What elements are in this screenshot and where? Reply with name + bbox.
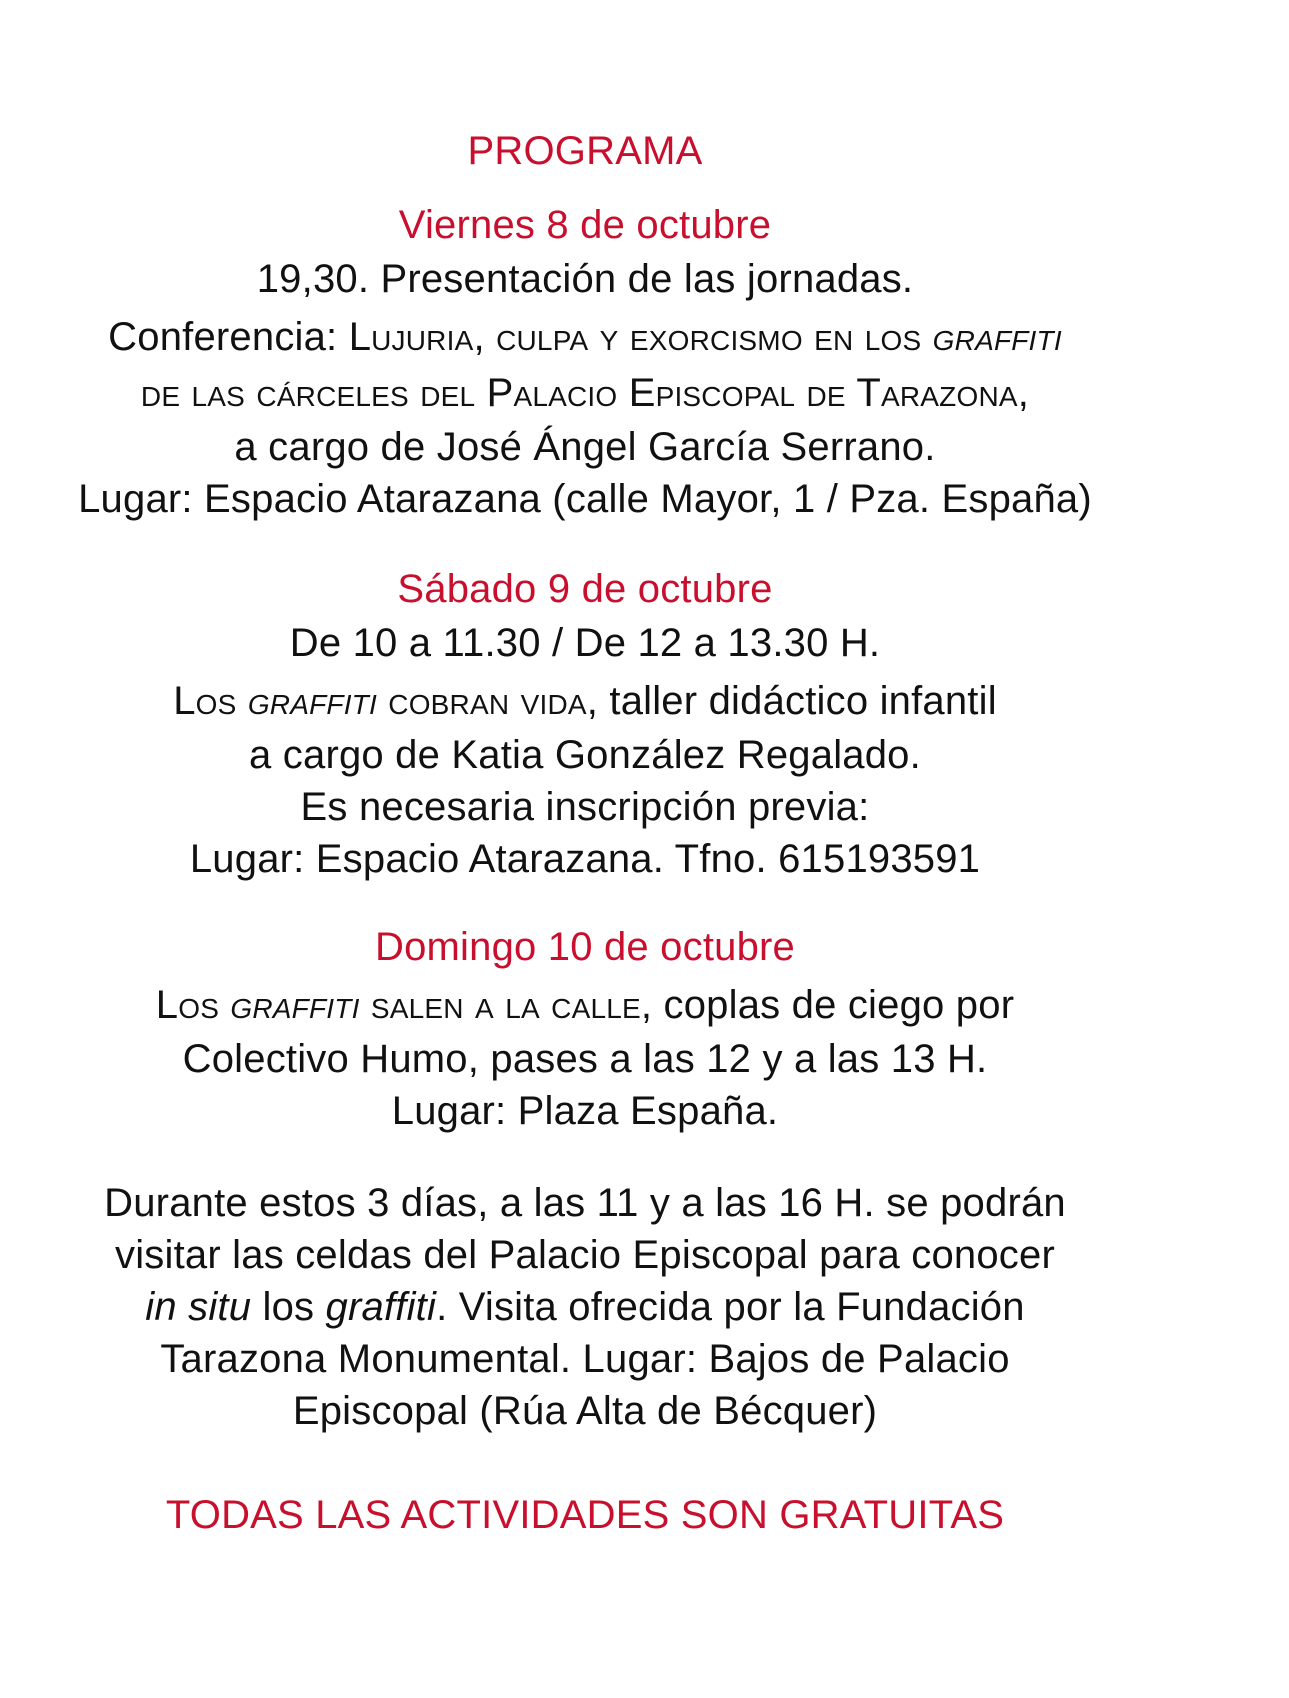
conference-title-part-b: de las cárceles del Palacio Episcopal de Tarazona,: [140, 371, 1030, 415]
sunday-place: Lugar: Plaza España.: [391, 1089, 779, 1133]
friday-conference-line: [0, 312, 1170, 362]
saturday-workshop-line: [0, 676, 1170, 726]
conference-label: Conferencia:: [108, 315, 349, 359]
workshop-title-part-a: Los: [173, 679, 248, 723]
visits-graffiti-text: graffiti: [325, 1285, 437, 1329]
conference-title-graffiti: graffiti: [932, 315, 1062, 359]
sunday-heading: Domingo 10 de octubre: [374, 925, 796, 969]
saturday-heading: Sábado 9 de octubre: [397, 567, 773, 611]
performance-title-graffiti: graffiti: [230, 983, 360, 1027]
conference-title-part-a: Lujuria, culpa y exorcismo en los: [348, 315, 933, 359]
visits-line-2: visitar las celdas del Palacio Episcopal para conocer: [115, 1233, 1055, 1277]
workshop-description: , taller didáctico infantil: [586, 679, 997, 723]
friday-line-presentation: 19,30. Presentación de las jornadas.: [256, 257, 914, 301]
saturday-inscription: Es necesaria inscripción previa:: [300, 785, 870, 829]
visits-line-5: Episcopal (Rúa Alta de Bécquer): [292, 1389, 878, 1433]
friday-place: Lugar: Espacio Atarazana (calle Mayor, 1 / Pza. España): [78, 477, 1092, 521]
visits-line-3: [0, 1282, 1170, 1332]
sunday-performance-line: [0, 980, 1170, 1030]
workshop-title-part-b: cobran vida: [376, 679, 587, 723]
visits-line-3-rest: . Visita ofrecida por la Fundación: [436, 1285, 1025, 1329]
performance-title-part-a: Los: [155, 983, 231, 1027]
program-title: PROGRAMA: [467, 129, 703, 173]
visits-line-3-mid: los: [251, 1285, 326, 1329]
performance-title-part-b: salen a la calle: [359, 983, 641, 1027]
visits-line-4: Tarazona Monumental. Lugar: Bajos de Palacio: [160, 1337, 1010, 1381]
friday-speaker: a cargo de José Ángel García Serrano.: [234, 425, 936, 469]
sunday-line-passes: Colectivo Humo, pases a las 12 y a las 13 H.: [182, 1037, 988, 1081]
visits-line-1: Durante estos 3 días, a las 11 y a las 16 H. se podrán: [104, 1181, 1066, 1225]
friday-heading: Viernes 8 de octubre: [398, 203, 772, 247]
saturday-speaker: a cargo de Katia González Regalado.: [249, 733, 921, 777]
workshop-title-graffiti: graffiti: [247, 679, 377, 723]
in-situ-text: in situ: [145, 1285, 252, 1329]
free-activities-notice: TODAS LAS ACTIVIDADES SON GRATUITAS: [165, 1493, 1005, 1537]
saturday-place: Lugar: Espacio Atarazana. Tfno. 615193591: [189, 837, 981, 881]
performance-description: , coplas de ciego por: [640, 983, 1015, 1027]
saturday-times: De 10 a 11.30 / De 12 a 13.30 H.: [289, 621, 881, 665]
